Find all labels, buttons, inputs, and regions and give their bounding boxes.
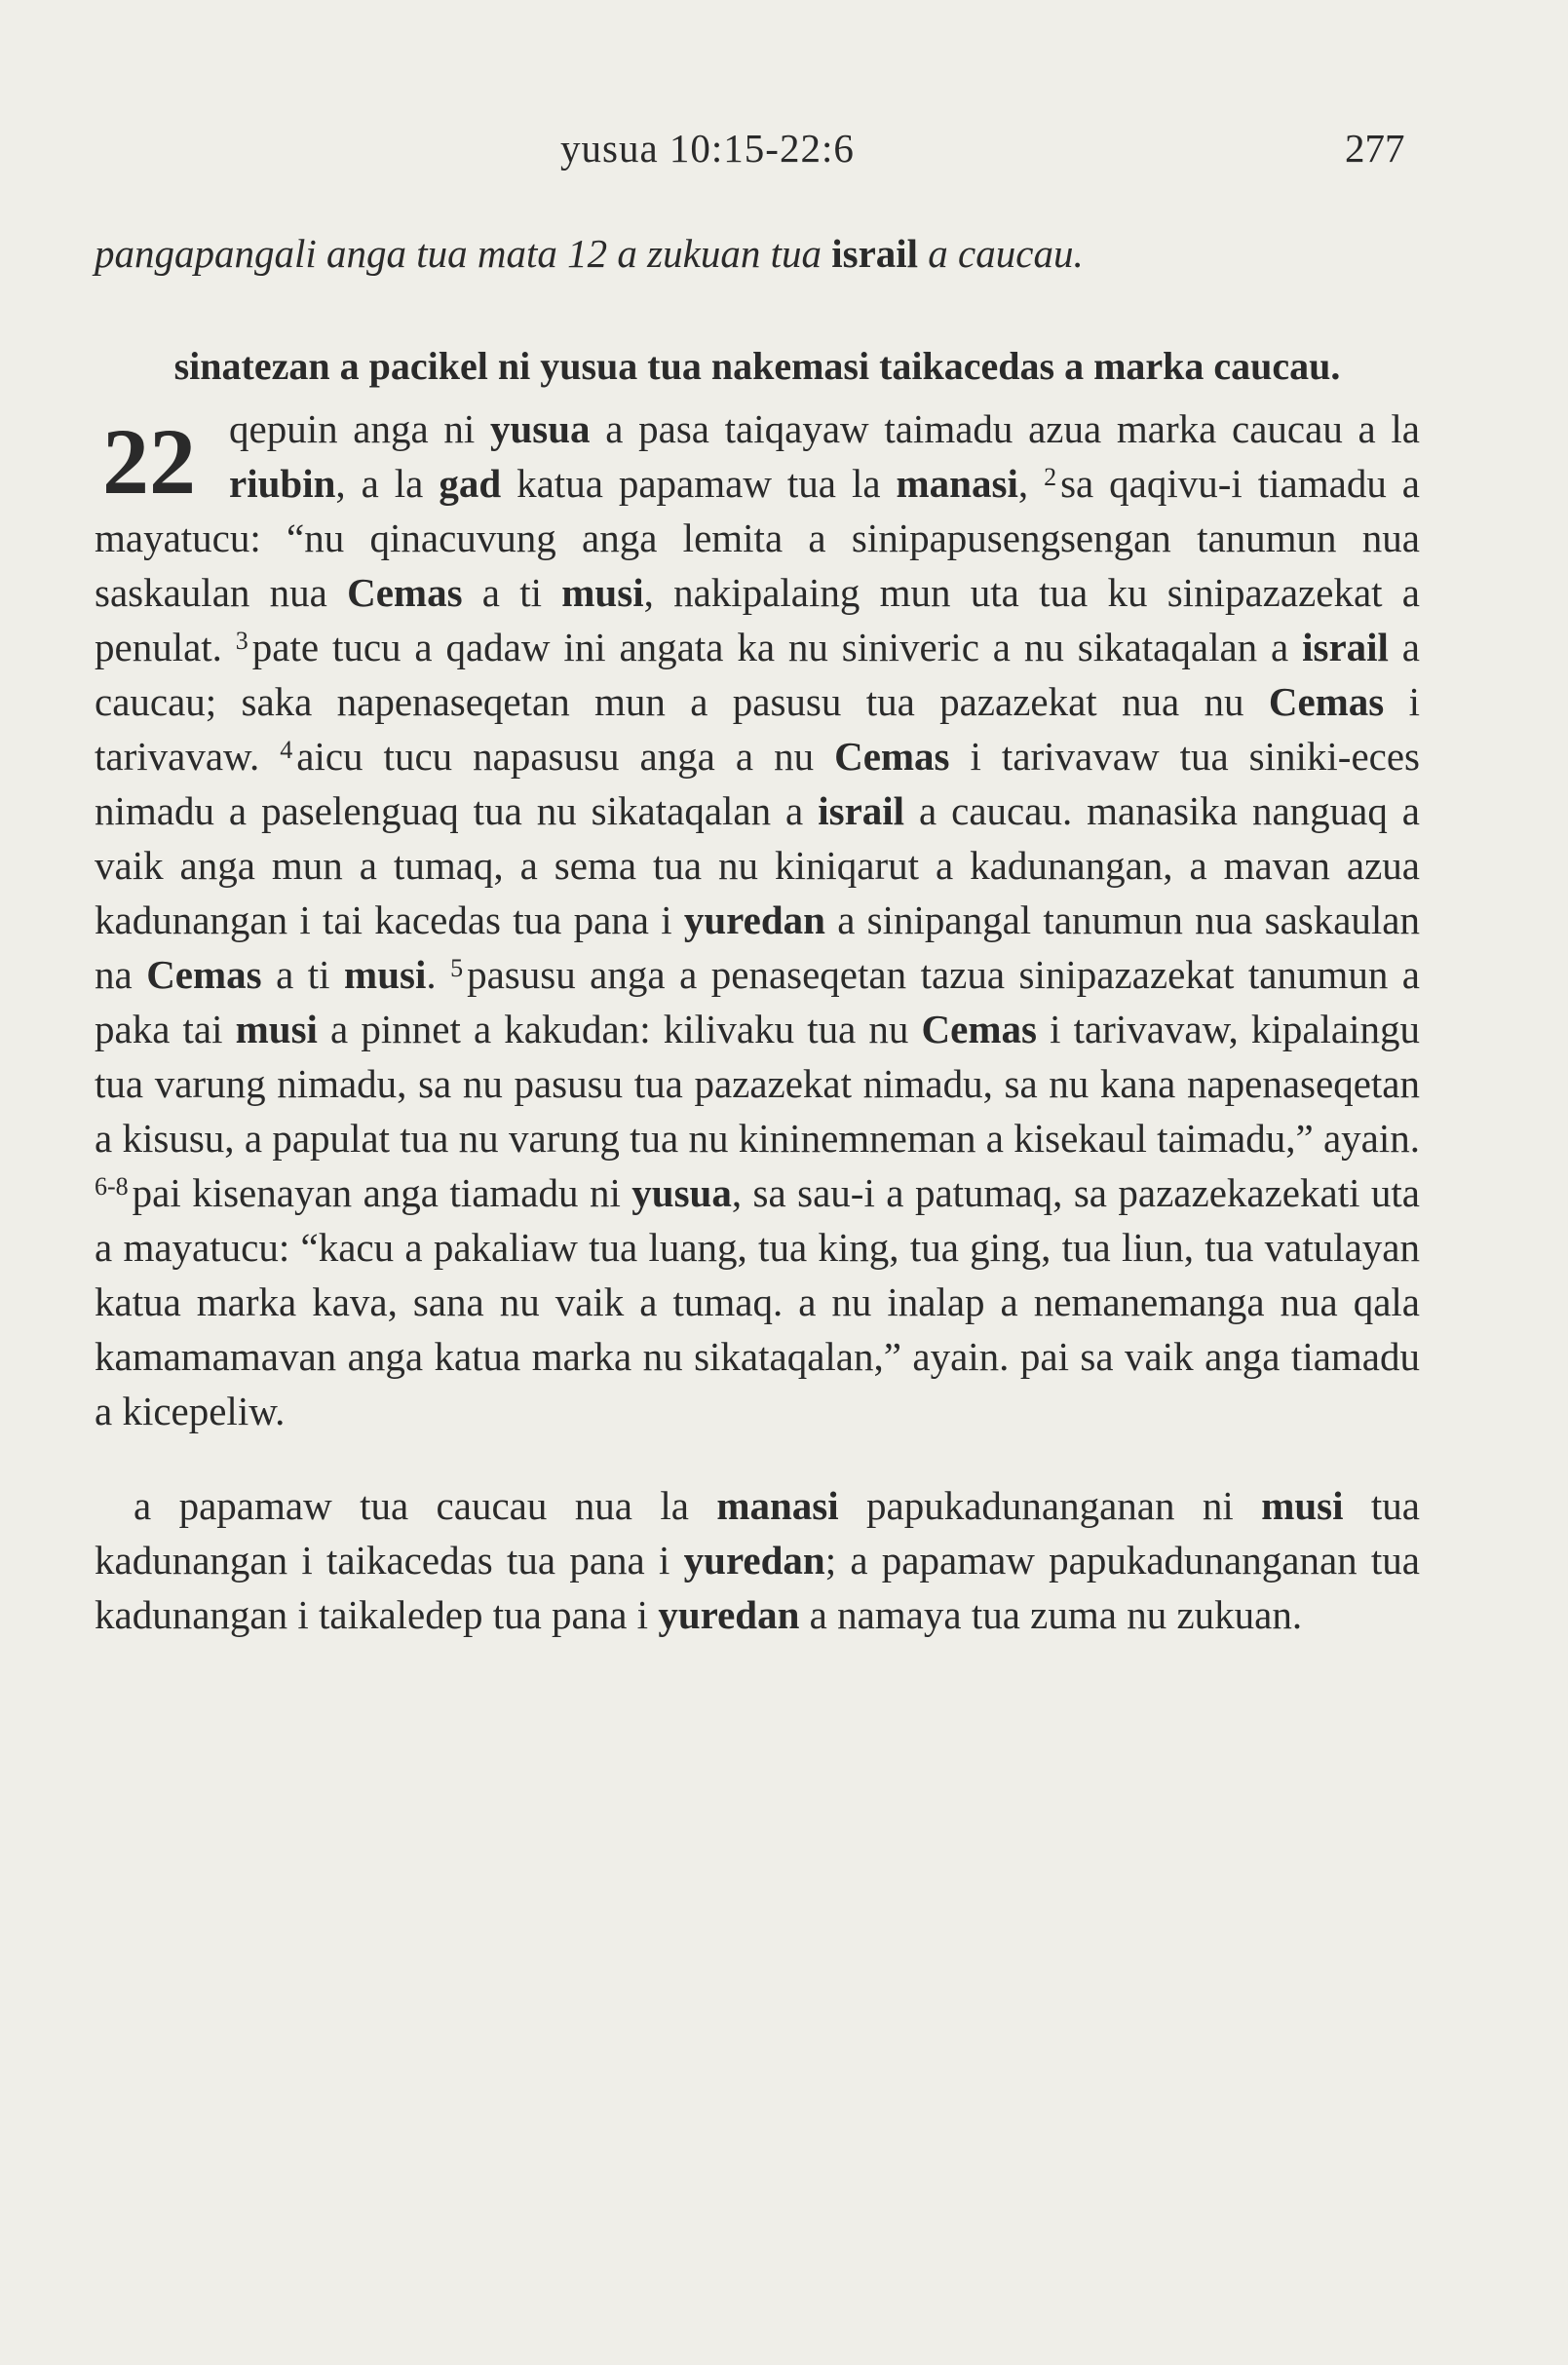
verse-number: 2 <box>1044 463 1057 491</box>
closing-paragraph: a papamaw tua caucau nua la manasi papukadunanganan ni musi tua kadunangan i taikacedas tua pana i yuredan; a papamaw papukadunanganan tua kadunangan i taikaledep tua pana i yuredan a namaya tua zuma nu zukuan. <box>95 1483 1420 1637</box>
chapter-22-paragraph: 22 qepuin anga ni yusua a pasa taiqayaw taimadu azua marka caucau a la riubin, a la gad katua papamaw tua la manasi, $^2$sa qaqivu-i tiamadu a mayatucu: “nu qinacuvung anga lemita a sinipapusengsengan tanumun nua saskaulan nua Cemas a ti musi, nakipalaing mun uta tua ku sinipazazekat a penulat. $^3$pate tucu a qadaw ini angata ka nu siniveric a nu sikataqalan a israil a caucau; saka napenaseqetan mun a pasusu tua pazazekat nua nu Cemas i tarivavaw. $^4$aicu tucu napasusu anga a nu Cemas i tarivavaw tua siniki-eces nimadu a paselenguaq tua nu sikataqalan a israil a caucau. manasika nanguaq a vaik anga mun a tumaq, a sema tua nu kiniqarut a kadunangan, a mavan azua kadunangan i tai kacedas tua pana i yuredan a sinipangal tanumun nua saskaulan na Cemas a ti musi. $^5$pasusu anga a penaseqetan tazua sinipazazekat tanumun a paka tai musi a pinnet a kakudan: kilivaku tua nu Cemas i tarivavaw, kipalaingu tua varung nimadu, sa nu pasusu tua pazazekat nimadu, sa nu kana napenaseqetan a kisusu, a papulat tua nu varung tua nu kininemneman a kisekaul taimadu,” ayain. $^{6-8}$pai kisenayan anga tiamadu ni yusua, sa sau-i a patumaq, sa pazazekazekati uta a mayatucu: “kacu a pakaliaw tua luang, tua king, tua ging, tua liun, tua vatulayan katua marka kava, sana nu vaik a tumaq. a nu inalap a nemanemanga nua qala kamamamavan anga katua marka nu sikataqalan,” ayain. pai sa vaik anga tiamadu a kicepeliw. <box>95 406 1421 1433</box>
verse-number: 4 <box>280 736 293 764</box>
running-head <box>0 125 1568 183</box>
intro-paragraph: pangapangali anga tua mata 12 a zukuan tua israil a caucau. <box>95 231 1084 276</box>
chapter-number: 22 <box>102 409 196 514</box>
section-heading: sinatezan a pacikel ni yusua tua nakemasi taikacedas a marka caucau. <box>173 344 1341 388</box>
verse-number: 5 <box>450 954 464 982</box>
running-title: yusua 10:15-22:6 <box>560 126 855 171</box>
verse-number: 6-8 <box>95 1172 129 1201</box>
verse-number: 3 <box>235 627 249 655</box>
page-number: 277 <box>1345 126 1405 171</box>
body-text <box>95 226 1420 1682</box>
